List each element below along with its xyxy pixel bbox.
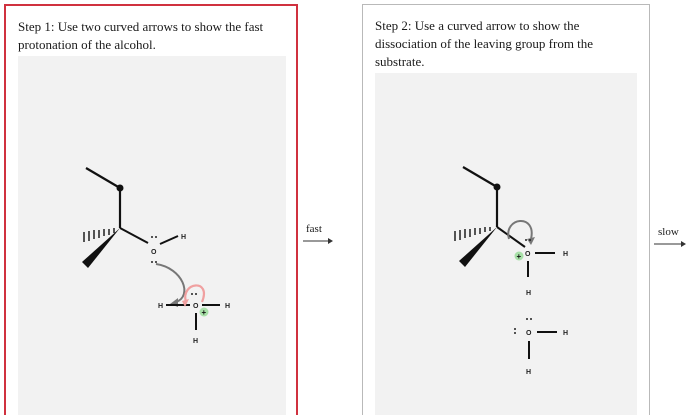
lone-pair-dot xyxy=(514,328,516,330)
step1-panel[interactable] xyxy=(4,4,298,415)
alcohol-hydrogen-atom[interactable]: H xyxy=(181,234,187,241)
lone-pair-dot xyxy=(151,236,153,238)
step2-prompt: Step 2: Use a curved arrow to show the dissociation of the leaving group from the substrate. xyxy=(375,18,594,69)
c-o-bond[interactable] xyxy=(497,227,525,247)
step2-drawing-canvas[interactable] xyxy=(375,73,637,415)
ethyl-bond-1[interactable] xyxy=(86,168,120,188)
lone-pair-dot xyxy=(514,332,516,334)
slow-label: slow xyxy=(658,226,679,238)
step2-panel[interactable] xyxy=(362,4,650,415)
hydronium-left-hydrogen[interactable]: H xyxy=(158,303,164,310)
lone-pair-dot xyxy=(525,239,527,241)
oxonium-oxygen-atom[interactable]: O xyxy=(525,251,531,258)
alcohol-oxygen-atom[interactable]: O xyxy=(151,249,157,256)
carbon-atom-dot[interactable] xyxy=(494,184,501,191)
lone-pair-dot xyxy=(155,261,157,263)
fast-label: fast xyxy=(306,223,322,235)
curved-arrow-gray[interactable] xyxy=(156,264,184,302)
step1-molecule-drawing xyxy=(18,56,286,415)
lone-pair-dot xyxy=(191,293,193,295)
o-h-bond[interactable] xyxy=(160,236,178,244)
hydronium-oxygen-atom[interactable]: O xyxy=(193,303,199,310)
curved-arrow-gray-head xyxy=(527,237,535,245)
water-right-hydrogen[interactable]: H xyxy=(563,330,569,337)
fast-reaction-arrow xyxy=(303,236,333,246)
solid-wedge-bond[interactable] xyxy=(82,228,120,268)
ethyl-bond-1[interactable] xyxy=(463,167,497,187)
oxonium-bottom-hydrogen[interactable]: H xyxy=(526,290,532,297)
positive-charge-sign: + xyxy=(201,308,207,317)
lone-pair-dot xyxy=(526,318,528,320)
carbon-atom-dot[interactable] xyxy=(117,185,124,192)
positive-charge-sign: + xyxy=(516,252,522,261)
slow-reaction-arrow xyxy=(654,239,686,249)
oxonium-right-hydrogen[interactable]: H xyxy=(563,251,569,258)
curved-arrow-gray[interactable] xyxy=(508,221,531,239)
hydronium-right-hydrogen[interactable]: H xyxy=(225,303,231,310)
lone-pair-dot xyxy=(530,318,532,320)
lone-pair-dot xyxy=(195,293,197,295)
water-bottom-hydrogen[interactable]: H xyxy=(526,369,532,376)
lone-pair-dot xyxy=(529,239,531,241)
lone-pair-dot xyxy=(151,261,153,263)
lone-pair-dot xyxy=(155,236,157,238)
step1-drawing-canvas[interactable] xyxy=(18,56,286,415)
hydronium-bottom-hydrogen[interactable]: H xyxy=(193,338,199,345)
water-oxygen-atom[interactable]: O xyxy=(526,330,532,337)
c-o-bond[interactable] xyxy=(120,228,148,243)
step2-molecule-drawing xyxy=(375,73,637,415)
step1-prompt: Step 1: Use two curved arrows to show the fast protonation of the alcohol. xyxy=(18,19,264,52)
